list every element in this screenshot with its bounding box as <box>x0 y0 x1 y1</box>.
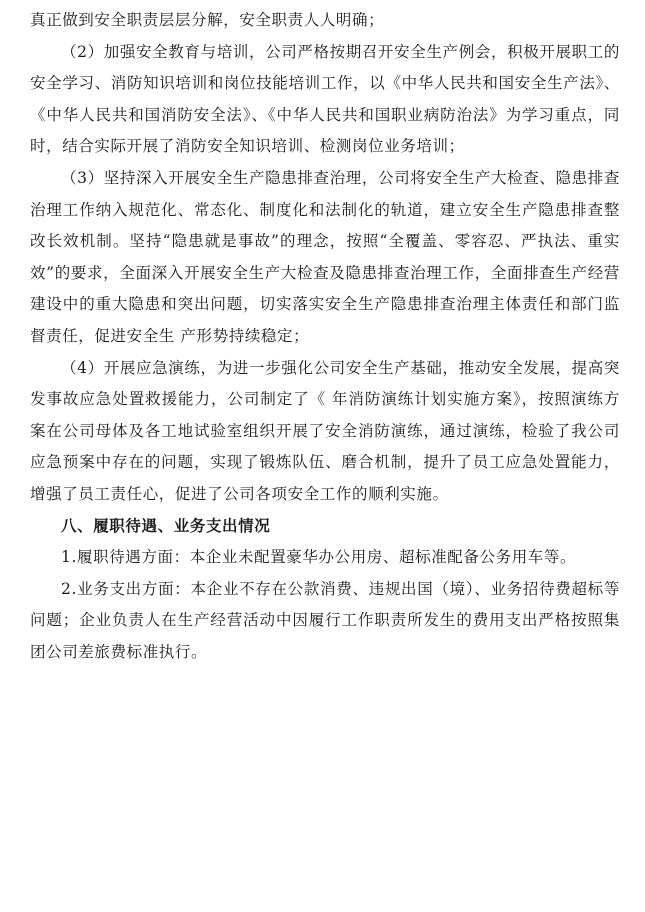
paragraph-emergency-drill: （4）开展应急演练，为进一步强化公司安全生产基础，推动安全发展，提高突发事故应急处置救援能力，公司制定了《 年消防演练计划实施方案》，按照演练方案在公司母体及各工地试验室组织开展了安全消防演练，通过演练，检验了我公司应急预案中存在的问题，实现了锻炼队伍、磨合机制，提升了员工应急处置能力，增强了员工责任心，促进了公司各项安全工作的顺利实施。 <box>30 358 620 503</box>
paragraph-duty-benefits: 1.履职待遇方面：本企业未配置豪华办公用房、超标准配备公务用车等。 <box>61 548 577 567</box>
document-body <box>30 5 620 668</box>
paragraph-business-expenses: 2.业务支出方面：本企业不存在公款消费、违规出国（境）、业务招待费超标等问题；企业负责人在生产经营活动中因履行工作职责所发生的费用支出严格按照集团公司差旅费标准执行。 <box>30 579 620 661</box>
paragraph-continuation: 真正做到安全职责层层分解，安全职责人人明确； <box>30 11 385 29</box>
paragraph-safety-training: （2）加强安全教育与培训，公司严格按期召开安全生产例会，积极开展职工的安全学习、消防知识培训和岗位技能培训工作，以《中华人民共和国安全生产法》、《中华人民共和国消防安全法》、《中华人民共和国职业病防治法》为学习重点，同时，结合实际开展了消防安全知识培训、检测岗位业务培训； <box>30 42 620 156</box>
paragraph-hazard-inspection: （3）坚持深入开展安全生产隐患排查治理，公司将安全生产大检查、隐患排查治理工作纳入规范化、常态化、制度化和法制化的轨道，建立安全生产隐患排查整改长效机制。坚持“隐患就是事故”的理念，按照“全覆盖、零容忍、严执法、重实效”的要求，全面深入开展安全生产大检查及隐患排查治理工作，全面排查生产经营建设中的重大隐患和突出问题，切实落实安全生产隐患排查治理主体责任和部门监督责任，促进安全生 产形势持续稳定； <box>30 168 620 345</box>
section-heading-duty-expenses: 八、履职待遇、业务支出情况 <box>61 516 271 535</box>
